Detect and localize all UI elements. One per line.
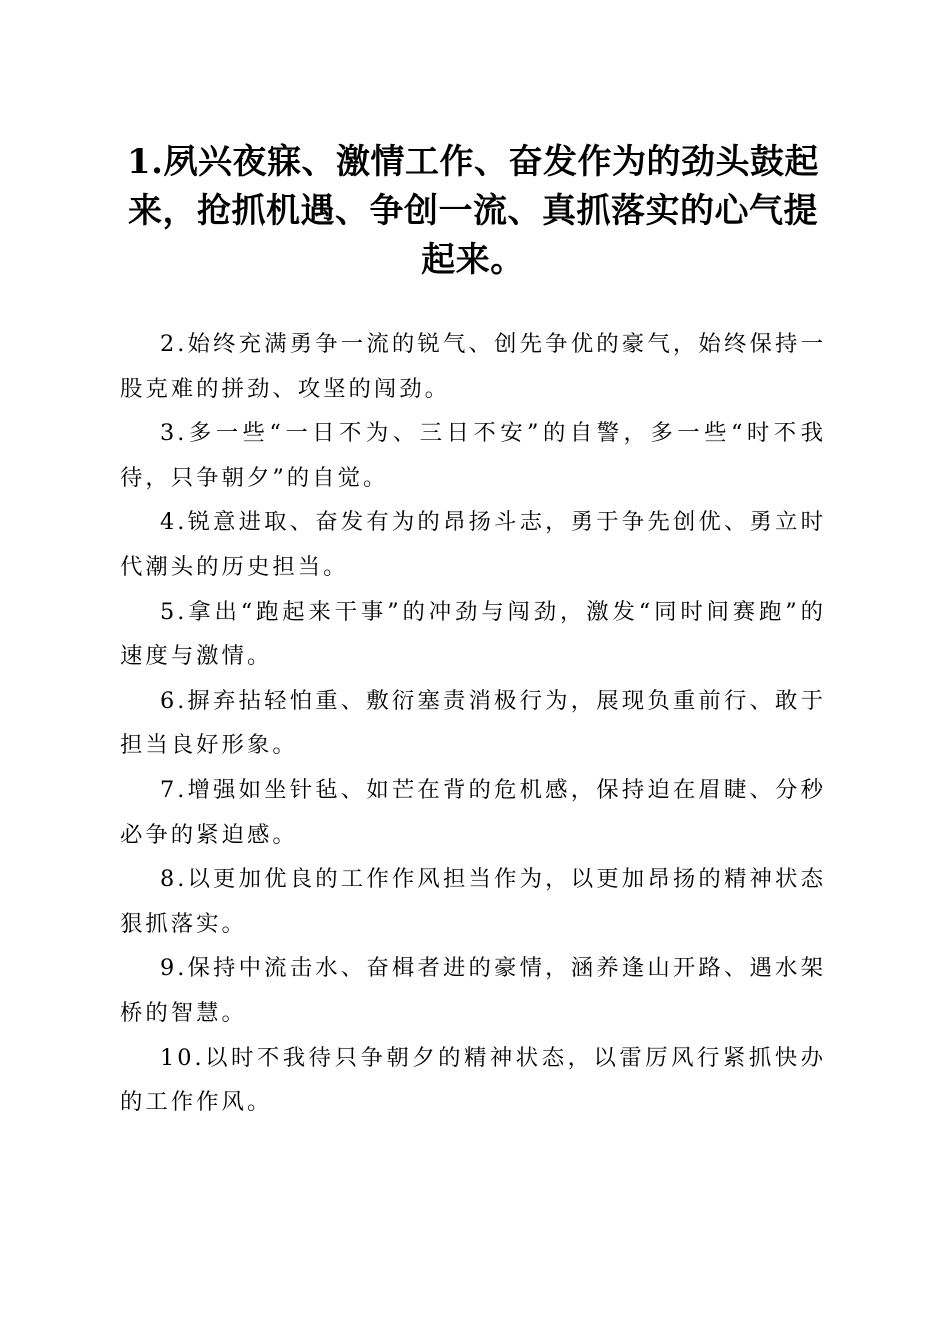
paragraph-5: 5.拿出“跑起来干事”的冲劲与闯劲，激发“同时间赛跑”的速度与激情。 xyxy=(120,598,826,670)
document-body xyxy=(120,322,826,1125)
paragraph-9: 9.保持中流击水、奋楫者进的豪情，涵养逢山开路、遇水架桥的智慧。 xyxy=(120,955,826,1026)
paragraph-8: 8.以更加优良的工作作风担当作为，以更加昂扬的精神状态狠抓落实。 xyxy=(120,866,826,937)
paragraph-4: 4.锐意进取、奋发有为的昂扬斗志，勇于争先创优、勇立时代潮头的历史担当。 xyxy=(120,509,826,580)
document-title: 1.夙兴夜寐、激情工作、奋发作为的劲头鼓起来，抢抓机遇、争创一流、真抓落实的心气提起来。 xyxy=(127,142,819,280)
paragraph-10: 10.以时不我待只争朝夕的精神状态，以雷厉风行紧抓快办的工作作风。 xyxy=(120,1044,826,1116)
paragraph-7: 7.增强如坐针毡、如芒在背的危机感，保持迫在眉睫、分秒必争的紧迫感。 xyxy=(120,776,826,848)
paragraph-6: 6.摒弃拈轻怕重、敷衍塞责消极行为，展现负重前行、敢于担当良好形象。 xyxy=(120,687,826,759)
paragraph-2: 2.始终充满勇争一流的锐气、创先争优的豪气，始终保持一股克难的拼劲、攻坚的闯劲。 xyxy=(120,331,826,402)
paragraph-3: 3.多一些“一日不为、三日不安”的自警，多一些“时不我待，只争朝夕”的自觉。 xyxy=(120,420,826,491)
